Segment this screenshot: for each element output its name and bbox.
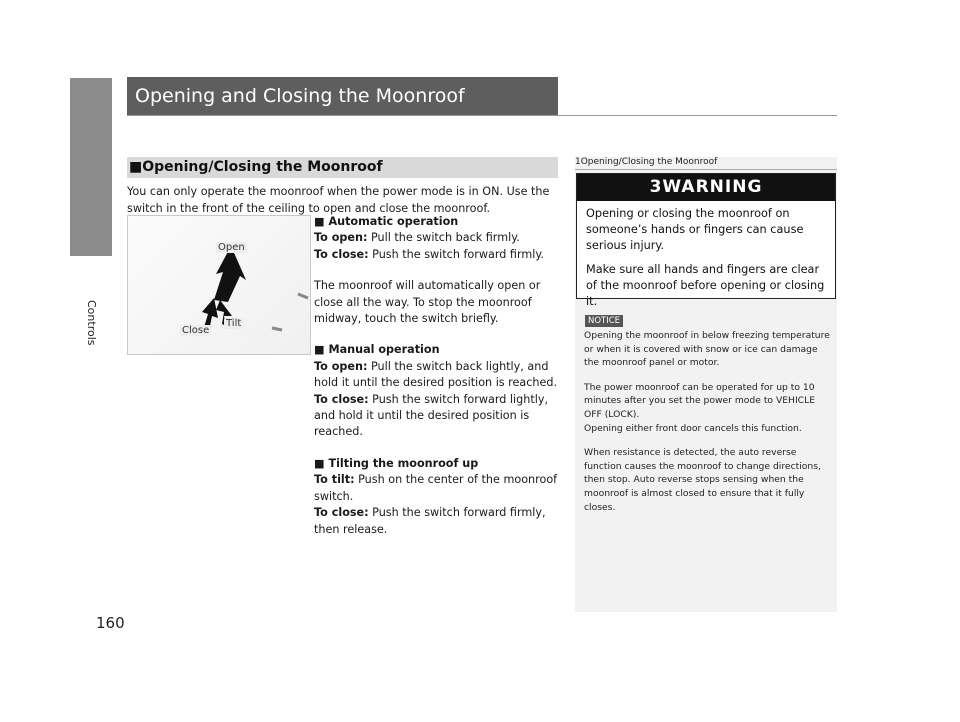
notice-text: Opening the moonroof in below freezing temperature or when it is covered with snow or ice can damage the moonroof panel or motor. xyxy=(584,330,830,369)
note-paragraph: Opening either front door cancels this function. xyxy=(584,422,802,434)
tilting-tilt: To tilt: Push on the center of the moonroof switch. xyxy=(314,473,558,503)
title-divider xyxy=(127,115,837,116)
side-note-divider xyxy=(575,169,837,170)
warning-title: 3WARNING xyxy=(577,174,835,201)
page-title: Opening and Closing the Moonroof xyxy=(135,85,465,107)
tilting-heading: ■ Tilting the moonroof up xyxy=(314,456,479,470)
manual-open: To open: Pull the switch back lightly, and hold it until the desired position is reached. xyxy=(314,359,558,390)
switch-edge-line xyxy=(298,294,308,298)
page-title-bar xyxy=(127,77,558,115)
side-notes xyxy=(584,329,832,525)
note-paragraph: When resistance is detected, the auto reverse function causes the moonroof to change directions, then stop. Auto reverse stops sensing when the moonroof is almost closed to ensure that it fully closes. xyxy=(584,447,821,513)
open-arrow-icon xyxy=(214,246,246,302)
automatic-open: To open: Pull the switch back firmly. xyxy=(314,231,520,245)
warning-paragraph: Opening or closing the moonroof on someone’s hands or fingers can cause serious injury. xyxy=(586,207,804,252)
chapter-label: Controls xyxy=(85,300,98,346)
page-number: 160 xyxy=(96,614,125,632)
figure-label-tilt: Tilt xyxy=(226,318,242,329)
side-note-heading: 1Opening/Closing the Moonroof xyxy=(575,157,718,167)
moonroof-switch-figure xyxy=(127,215,311,355)
automatic-note: The moonroof will automatically open or close all the way. To stop the moonroof midway, touch the switch briefly. xyxy=(314,279,541,326)
switch-diagram-icon xyxy=(128,216,310,354)
tilting-close: To close: Push the switch forward firmly, then release. xyxy=(314,506,546,536)
side-notes-panel xyxy=(575,157,837,612)
warning-text xyxy=(586,206,832,318)
warning-paragraph: Make sure all hands and fingers are clear of the moonroof before opening or closing it. xyxy=(586,263,825,308)
figure-label-close: Close xyxy=(182,325,210,336)
note-paragraph: The power moonroof can be operated for up to 10 minutes after you set the power mode to VEHICLE OFF (LOCK). xyxy=(584,381,816,420)
chapter-tab xyxy=(70,78,112,256)
warning-box xyxy=(576,173,836,308)
automatic-heading: ■ Automatic operation xyxy=(314,215,459,228)
manual-heading: ■ Manual operation xyxy=(314,343,440,357)
switch-edge-line xyxy=(272,328,282,330)
notice-badge: NOTICE xyxy=(585,315,623,327)
intro-paragraph: You can only operate the moonroof when the power mode is in ON. Use the switch in the front of the ceiling to open and close the moonroof. xyxy=(127,185,550,215)
section-heading: ■Opening/Closing the Moonroof xyxy=(129,159,383,175)
figure-label-open: Open xyxy=(218,242,245,253)
automatic-close: To close: Push the switch forward firmly. xyxy=(314,247,544,261)
manual-close: To close: Push the switch forward lightly, and hold it until the desired position is reached. xyxy=(314,392,548,439)
instructions-column xyxy=(314,214,561,538)
section-heading-bar xyxy=(127,157,558,178)
